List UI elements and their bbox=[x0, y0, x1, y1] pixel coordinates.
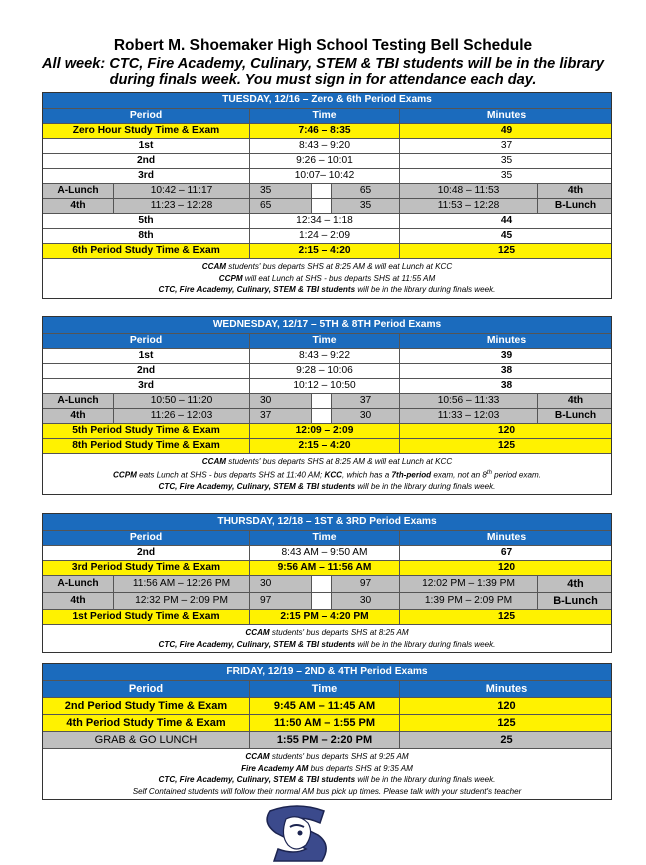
lunch-b-time: 1:39 PM – 2:09 PM bbox=[399, 593, 537, 609]
page-title: Robert M. Shoemaker High School Testing Bell Schedule bbox=[113, 37, 533, 54]
note-bold: CTC, Fire Academy, Culinary, STEM & TBI students bbox=[158, 775, 356, 785]
mascot-face-shape bbox=[283, 817, 310, 849]
header-time: Time bbox=[249, 531, 399, 545]
tuesday-banner bbox=[43, 93, 611, 108]
lunch-divider bbox=[311, 199, 331, 213]
table-row bbox=[43, 228, 611, 243]
friday-schedule bbox=[42, 663, 612, 800]
table-row bbox=[43, 213, 611, 228]
wednesday-banner-text: WEDNESDAY, 12/17 – 5TH & 8TH Period Exams bbox=[212, 318, 442, 330]
note-text: bus departs SHS at 9:35 AM bbox=[308, 763, 413, 773]
period-cell: 3rd Period Study Time & Exam bbox=[71, 561, 221, 573]
note-text: will be in the library during finals week. bbox=[355, 639, 496, 649]
lunch-label: A-Lunch bbox=[57, 184, 99, 196]
lunch-divider bbox=[311, 409, 331, 423]
minutes-cell: 25 bbox=[399, 732, 613, 748]
time-cell: 2:15 PM – 4:20 PM bbox=[249, 610, 399, 624]
table-row bbox=[43, 731, 611, 748]
tuesday-header-row bbox=[43, 108, 611, 123]
table-row bbox=[43, 560, 611, 575]
minutes-cell: 125 bbox=[399, 715, 613, 731]
note-bold: Fire Academy AM bbox=[241, 763, 309, 773]
period-cell: 2nd bbox=[136, 546, 156, 558]
note-text: , which has a bbox=[342, 470, 392, 480]
period-cell: 3rd bbox=[138, 379, 154, 391]
period-cell: Zero Hour Study Time & Exam bbox=[72, 124, 220, 136]
subtitle-line-1: All week: CTC, Fire Academy, Culinary, STEM & TBI students will be in the library bbox=[42, 56, 604, 72]
minutes-cell: 45 bbox=[399, 229, 613, 243]
note-sup: th bbox=[486, 469, 492, 476]
lunch-a-minutes: 30 bbox=[249, 576, 311, 592]
time-cell: 10:07– 10:42 bbox=[249, 169, 399, 183]
wednesday-notes bbox=[43, 453, 611, 494]
period-cell: 1st bbox=[138, 349, 154, 361]
lunch-b-minutes: 97 bbox=[331, 576, 399, 592]
header-time: Time bbox=[249, 109, 399, 123]
wednesday-schedule bbox=[42, 316, 612, 495]
lunch-b-time: 12:02 PM – 1:39 PM bbox=[399, 576, 537, 592]
minutes-cell: 125 bbox=[399, 610, 613, 624]
period-cell: GRAB & GO LUNCH bbox=[94, 733, 198, 746]
lunch-label: A-Lunch bbox=[57, 394, 99, 406]
note-line bbox=[43, 273, 611, 285]
note-text: will eat Lunch at SHS - bus departs SHS at 11:55 AM bbox=[242, 273, 436, 283]
lunch-b-minutes: 35 bbox=[331, 199, 399, 213]
time-cell: 2:15 – 4:20 bbox=[249, 439, 399, 453]
note-bold: KCC bbox=[324, 470, 343, 480]
period-cell: 6th Period Study Time & Exam bbox=[72, 244, 220, 256]
header-time: Time bbox=[249, 334, 399, 348]
page-subtitle bbox=[0, 56, 646, 88]
lunch-b-minutes: 65 bbox=[331, 184, 399, 198]
note-line bbox=[43, 456, 611, 468]
time-cell: 12:09 – 2:09 bbox=[249, 424, 399, 438]
period-cell: 3rd bbox=[138, 169, 154, 181]
friday-banner-text: FRIDAY, 12/19 – 2ND & 4TH Period Exams bbox=[226, 665, 428, 677]
note-text: will be in the library during finals week. bbox=[355, 775, 496, 785]
time-cell: 9:28 – 10:06 bbox=[249, 364, 399, 378]
lunch-divider bbox=[311, 184, 331, 198]
header-minutes: Minutes bbox=[399, 531, 613, 545]
minutes-cell: 120 bbox=[399, 424, 613, 438]
note-line bbox=[43, 627, 611, 639]
minutes-cell: 39 bbox=[399, 349, 613, 363]
wednesday-header-row bbox=[43, 333, 611, 348]
minutes-cell: 38 bbox=[399, 379, 613, 393]
note-bold: 7th-period bbox=[391, 470, 432, 480]
lunch-b-minutes: 30 bbox=[331, 593, 399, 609]
note-bold: CCPM bbox=[113, 470, 137, 480]
lunch-divider bbox=[311, 394, 331, 408]
lunch-a-minutes: 65 bbox=[249, 199, 311, 213]
period-cell: 2nd Period Study Time & Exam bbox=[64, 699, 228, 712]
header-time: Time bbox=[249, 681, 399, 697]
lunch-b-period: 4th bbox=[537, 184, 613, 198]
lunch-b-period: 4th bbox=[537, 394, 613, 408]
school-mascot-logo bbox=[262, 805, 332, 865]
lunch-label: 4th bbox=[70, 409, 86, 421]
note-text: Self Contained students will follow their normal AM bus pick up times. Please talk with your student's teacher bbox=[132, 786, 522, 796]
lunch-a-minutes: 30 bbox=[249, 394, 311, 408]
lunch-b-time: 11:33 – 12:03 bbox=[399, 409, 537, 423]
time-cell: 9:56 AM – 11:56 AM bbox=[249, 561, 399, 575]
note-text: students' bus departs SHS at 9:25 AM bbox=[269, 752, 409, 761]
lunch-b-period: B-Lunch bbox=[537, 199, 613, 213]
note-text: will be in the library during finals week. bbox=[355, 285, 496, 295]
lunch-a-time: 11:26 – 12:03 bbox=[113, 409, 249, 423]
note-line bbox=[43, 751, 611, 763]
lunch-b-minutes: 37 bbox=[331, 394, 399, 408]
lunch-b-time: 10:48 – 11:53 bbox=[399, 184, 537, 198]
time-cell: 7:46 – 8:35 bbox=[249, 124, 399, 138]
note-bold: CTC, Fire Academy, Culinary, STEM & TBI students bbox=[158, 639, 356, 649]
note-bold: CCPM bbox=[218, 273, 243, 283]
note-line bbox=[43, 786, 611, 798]
time-cell: 8:43 – 9:20 bbox=[249, 139, 399, 153]
note-line bbox=[43, 639, 611, 651]
period-cell: 8th bbox=[138, 229, 154, 241]
table-row bbox=[43, 138, 611, 153]
note-text: eats Lunch at SHS - bus departs SHS at 11:40 AM; bbox=[136, 470, 325, 480]
minutes-cell: 35 bbox=[399, 154, 613, 168]
table-row bbox=[43, 123, 611, 138]
note-line bbox=[43, 763, 611, 775]
thursday-schedule bbox=[42, 513, 612, 653]
minutes-cell: 67 bbox=[399, 546, 613, 560]
lunch-row bbox=[43, 198, 611, 213]
lunch-row bbox=[43, 183, 611, 198]
header-minutes: Minutes bbox=[399, 334, 613, 348]
lunch-b-period: 4th bbox=[537, 576, 613, 592]
minutes-cell: 37 bbox=[399, 139, 613, 153]
time-cell: 12:34 – 1:18 bbox=[249, 214, 399, 228]
friday-header-row bbox=[43, 680, 611, 697]
header-minutes: Minutes bbox=[399, 109, 613, 123]
time-cell: 11:50 AM – 1:55 PM bbox=[249, 715, 399, 731]
time-cell: 9:26 – 10:01 bbox=[249, 154, 399, 168]
table-row bbox=[43, 153, 611, 168]
note-bold: CTC, Fire Academy, Culinary, STEM & TBI students bbox=[158, 285, 356, 295]
lunch-b-time: 10:56 – 11:33 bbox=[399, 394, 537, 408]
time-cell: 9:45 AM – 11:45 AM bbox=[249, 698, 399, 714]
note-bold: CCAM bbox=[245, 752, 270, 761]
lunch-a-minutes: 97 bbox=[249, 593, 311, 609]
note-line bbox=[43, 481, 611, 493]
note-bold: CCAM bbox=[245, 628, 270, 637]
table-row bbox=[43, 697, 611, 714]
time-cell: 1:24 – 2:09 bbox=[249, 229, 399, 243]
period-cell: 1st Period Study Time & Exam bbox=[72, 610, 220, 622]
note-text: students' bus departs SHS at 8:25 AM bbox=[269, 628, 409, 637]
note-line bbox=[43, 468, 611, 481]
note-line bbox=[43, 774, 611, 786]
minutes-cell: 49 bbox=[399, 124, 613, 138]
table-row bbox=[43, 438, 611, 453]
header-minutes: Minutes bbox=[399, 681, 613, 697]
minutes-cell: 120 bbox=[399, 698, 613, 714]
thursday-banner bbox=[43, 514, 611, 530]
wednesday-banner bbox=[43, 317, 611, 333]
minutes-cell: 38 bbox=[399, 364, 613, 378]
note-text: exam, not an 8 bbox=[431, 470, 487, 480]
subtitle-line-2: during finals week. You must sign in for attendance each day. bbox=[109, 72, 537, 88]
note-text: students' bus departs SHS at 8:25 AM & will eat Lunch at KCC bbox=[226, 262, 453, 271]
thursday-banner-text: THURSDAY, 12/18 – 1ST & 3RD Period Exams bbox=[217, 515, 437, 527]
table-row bbox=[43, 714, 611, 731]
note-bold: CCAM bbox=[201, 457, 227, 466]
note-line bbox=[43, 261, 611, 273]
lunch-row bbox=[43, 575, 611, 592]
table-row bbox=[43, 168, 611, 183]
lunch-a-minutes: 37 bbox=[249, 409, 311, 423]
lunch-a-time: 10:50 – 11:20 bbox=[113, 394, 249, 408]
time-cell: 2:15 – 4:20 bbox=[249, 244, 399, 258]
table-row bbox=[43, 243, 611, 258]
time-cell: 1:55 PM – 2:20 PM bbox=[249, 732, 399, 748]
header-period: Period bbox=[129, 531, 163, 543]
time-cell: 8:43 AM – 9:50 AM bbox=[249, 546, 399, 560]
lunch-a-time: 11:23 – 12:28 bbox=[113, 199, 249, 213]
note-text: period exam. bbox=[491, 470, 541, 480]
period-cell: 2nd bbox=[136, 364, 156, 376]
thursday-notes bbox=[43, 624, 611, 652]
lunch-a-minutes: 35 bbox=[249, 184, 311, 198]
lunch-b-period: B-Lunch bbox=[537, 593, 613, 609]
thursday-header-row bbox=[43, 530, 611, 545]
lunch-a-time: 10:42 – 11:17 bbox=[113, 184, 249, 198]
period-cell: 4th Period Study Time & Exam bbox=[66, 716, 226, 729]
friday-notes bbox=[43, 748, 611, 799]
table-row bbox=[43, 363, 611, 378]
lunch-label: 4th bbox=[70, 199, 86, 211]
tuesday-notes bbox=[43, 258, 611, 298]
note-line bbox=[43, 284, 611, 296]
friday-banner bbox=[43, 664, 611, 680]
table-row bbox=[43, 348, 611, 363]
period-cell: 1st bbox=[138, 139, 154, 151]
time-cell: 10:12 – 10:50 bbox=[249, 379, 399, 393]
header-period: Period bbox=[128, 682, 164, 695]
lunch-row bbox=[43, 592, 611, 609]
lunch-divider bbox=[311, 576, 331, 592]
note-text: will be in the library during finals week. bbox=[355, 481, 496, 491]
minutes-cell: 125 bbox=[399, 439, 613, 453]
lunch-row bbox=[43, 408, 611, 423]
period-cell: 2nd bbox=[136, 154, 156, 166]
table-row bbox=[43, 378, 611, 393]
time-cell: 8:43 – 9:22 bbox=[249, 349, 399, 363]
minutes-cell: 120 bbox=[399, 561, 613, 575]
header-period: Period bbox=[129, 109, 163, 121]
period-cell: 8th Period Study Time & Exam bbox=[72, 439, 220, 451]
mascot-eye bbox=[298, 831, 303, 836]
lunch-label: A-Lunch bbox=[57, 577, 99, 589]
minutes-cell: 44 bbox=[399, 214, 613, 228]
lunch-divider bbox=[311, 593, 331, 609]
note-bold: CTC, Fire Academy, Culinary, STEM & TBI students bbox=[158, 481, 356, 491]
minutes-cell: 35 bbox=[399, 169, 613, 183]
header-period: Period bbox=[129, 334, 163, 346]
note-bold: CCAM bbox=[201, 262, 227, 271]
lunch-b-minutes: 30 bbox=[331, 409, 399, 423]
table-row bbox=[43, 423, 611, 438]
lunch-b-time: 11:53 – 12:28 bbox=[399, 199, 537, 213]
minutes-cell: 125 bbox=[399, 244, 613, 258]
note-text: students' bus departs SHS at 8:25 AM & will eat Lunch at KCC bbox=[226, 457, 453, 466]
lunch-a-time: 12:32 PM – 2:09 PM bbox=[113, 593, 249, 609]
period-cell: 5th Period Study Time & Exam bbox=[72, 424, 220, 436]
tuesday-schedule bbox=[42, 92, 612, 299]
lunch-a-time: 11:56 AM – 12:26 PM bbox=[113, 576, 249, 592]
period-cell: 5th bbox=[138, 214, 154, 226]
lunch-row bbox=[43, 393, 611, 408]
lunch-b-period: B-Lunch bbox=[537, 409, 613, 423]
table-row bbox=[43, 545, 611, 560]
lunch-label: 4th bbox=[70, 594, 86, 606]
table-row bbox=[43, 609, 611, 624]
tuesday-banner-text: TUESDAY, 12/16 – Zero & 6th Period Exams bbox=[222, 94, 432, 106]
